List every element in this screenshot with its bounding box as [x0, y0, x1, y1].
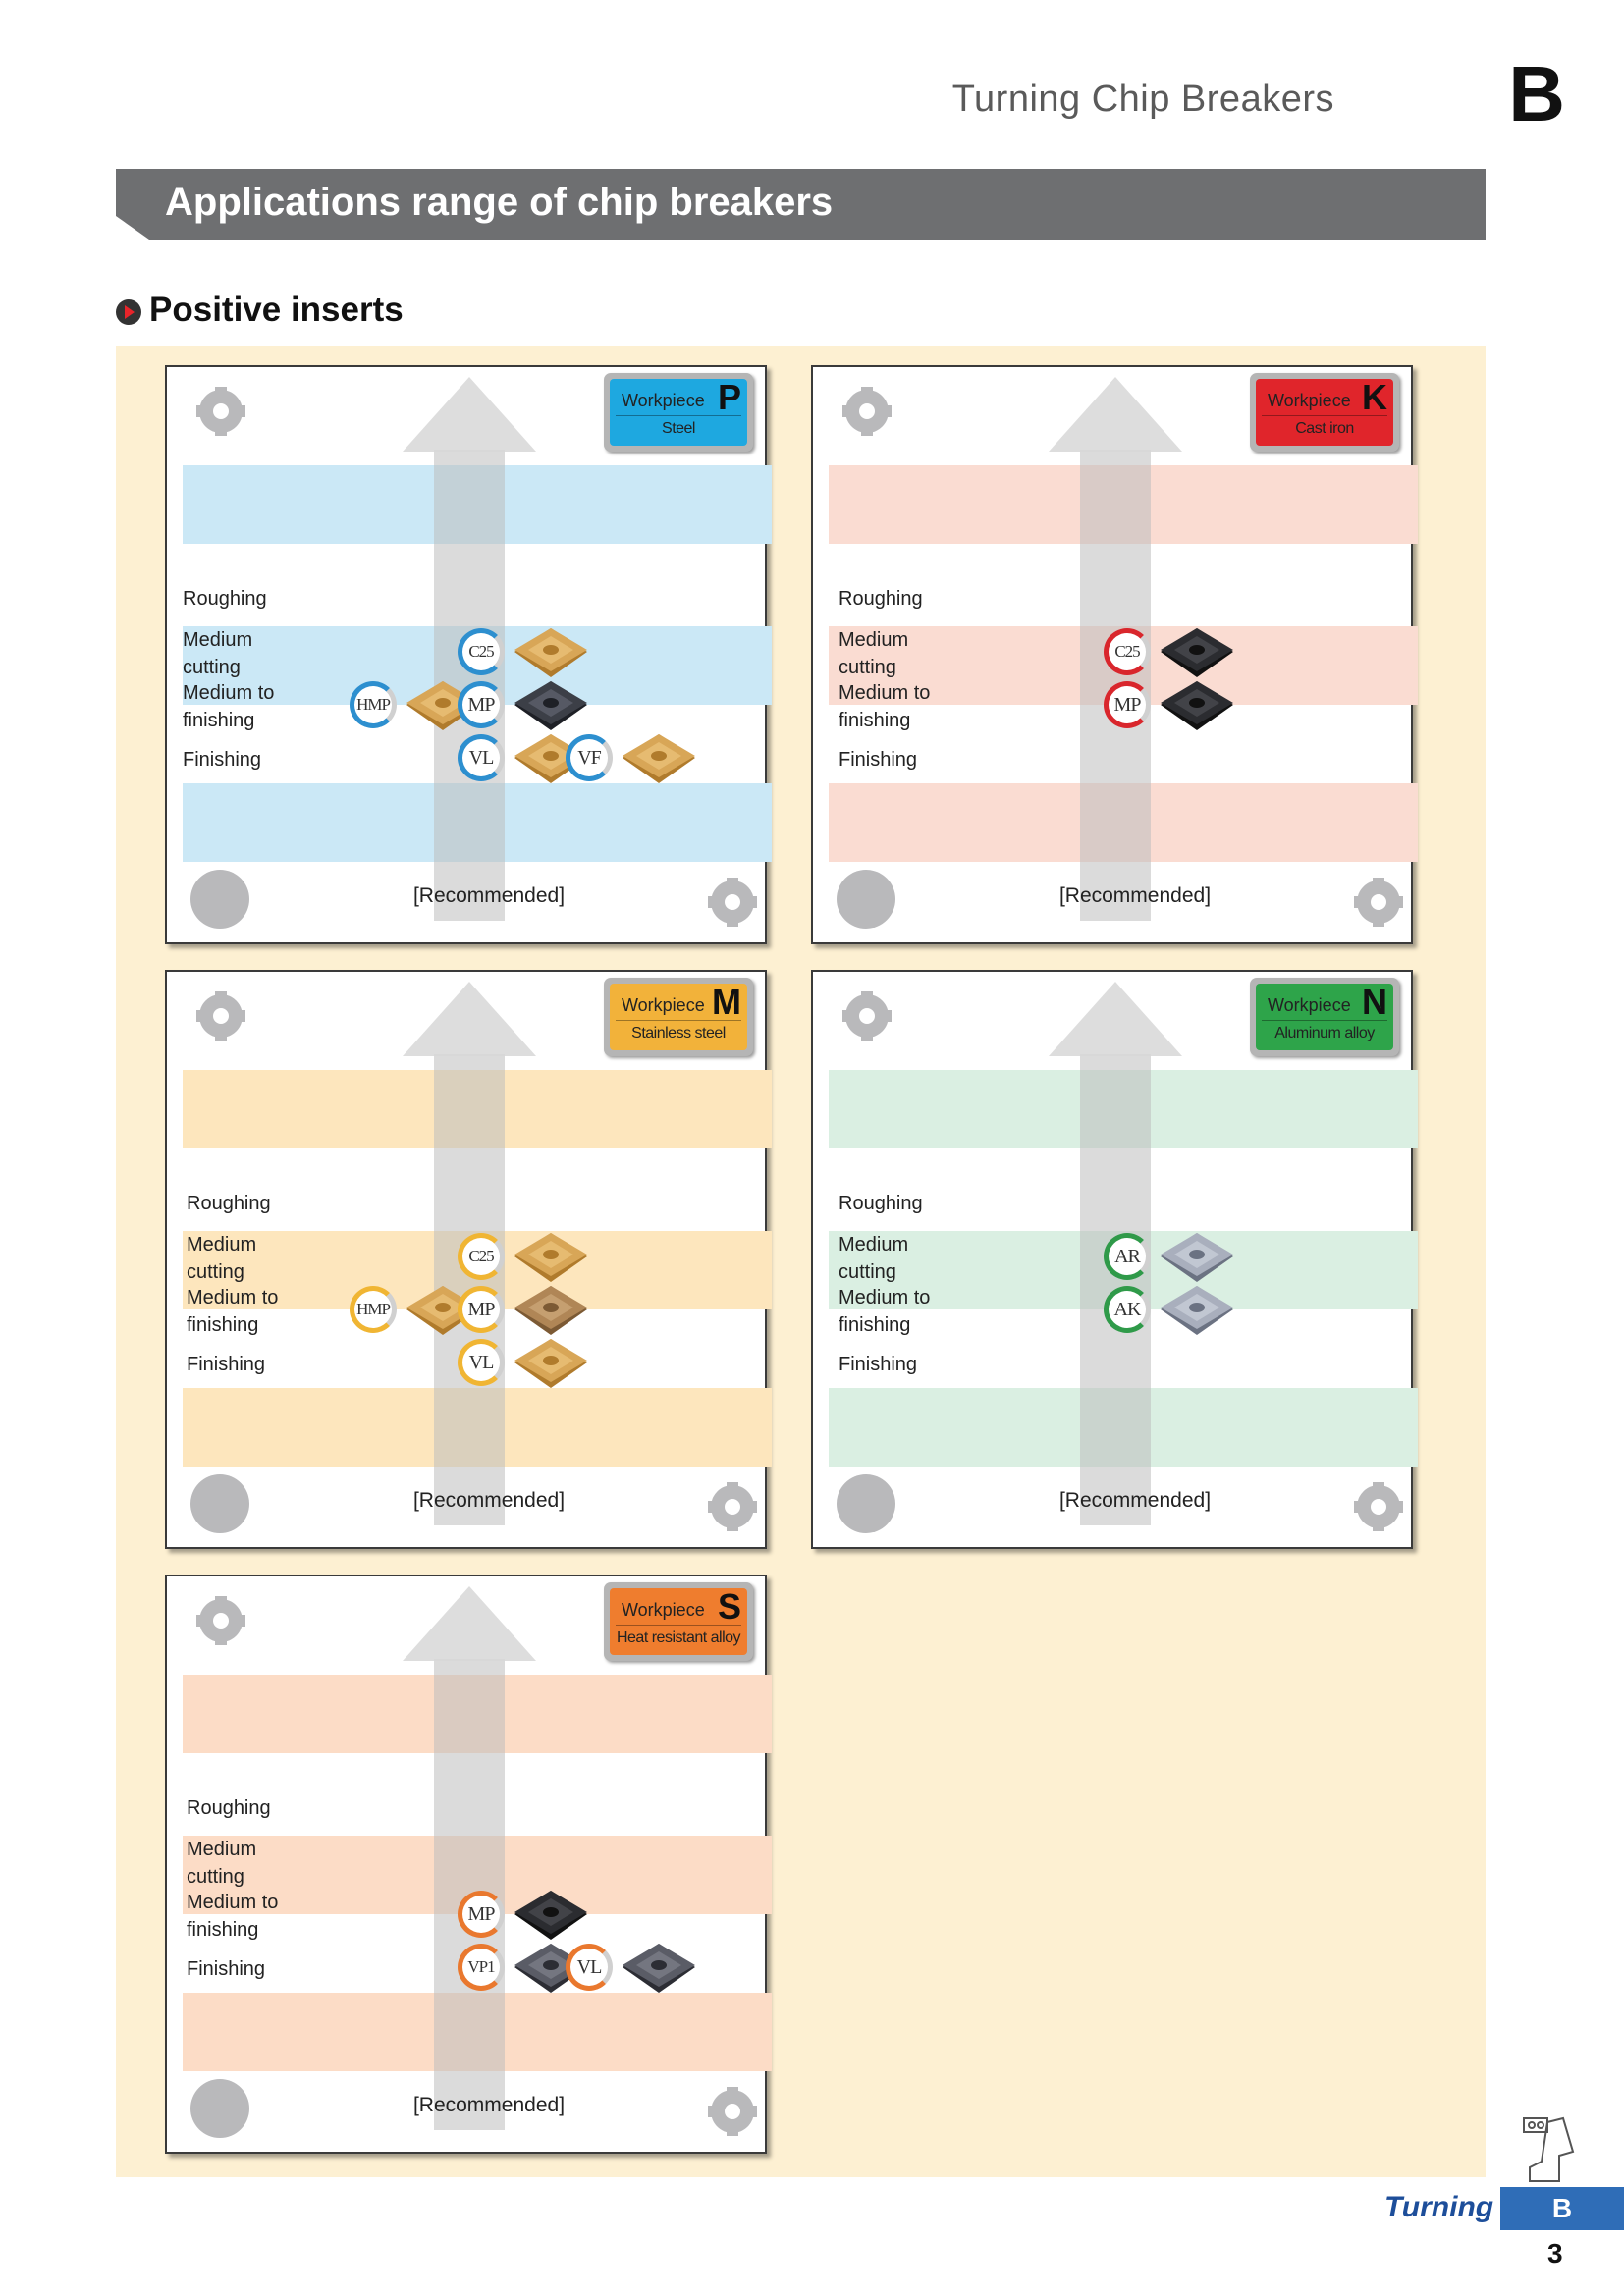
- chip-gear-icon: [702, 2081, 763, 2142]
- insert-image: [513, 1337, 589, 1392]
- chip-breaker-badge: C25: [458, 628, 505, 675]
- insert-image: [513, 1889, 589, 1944]
- title-banner: [116, 169, 1486, 240]
- workpiece-tag-inner: [610, 984, 747, 1050]
- cutting-range-label: Medium cutting: [187, 1839, 257, 1888]
- workpiece-tag: [1250, 373, 1399, 452]
- panel-s: [165, 1575, 767, 2154]
- chip-breaker-badge: C25: [458, 1233, 505, 1280]
- workpiece-label: Workpiece: [622, 995, 705, 1015]
- tag-divider: [1262, 1020, 1387, 1021]
- workpiece-tag: [1250, 978, 1399, 1056]
- insert-image: [1159, 1231, 1235, 1286]
- panel-k: [811, 365, 1413, 944]
- workpiece-material: Steel: [662, 420, 695, 437]
- chip-breaker-badge: MP: [458, 1891, 505, 1938]
- recommended-dot-icon: [190, 1474, 249, 1533]
- panel-n: [811, 970, 1413, 1549]
- banner-title: Applications range of chip breakers: [165, 181, 834, 224]
- workpiece-tag-inner: [610, 379, 747, 446]
- cutting-range-label: Finishing: [187, 1354, 266, 1375]
- tag-divider: [616, 1625, 741, 1626]
- cutting-range-label: Finishing: [839, 749, 918, 771]
- direction-arrow-head: [403, 1586, 536, 1661]
- chip-gear-icon: [1348, 872, 1409, 933]
- chip-breaker-badge: MP: [458, 1286, 505, 1333]
- insert-image: [1159, 679, 1235, 734]
- cutting-range-label: Finishing: [839, 1354, 918, 1375]
- chip-breaker-badge: AK: [1104, 1286, 1151, 1333]
- workpiece-label: Workpiece: [1268, 391, 1351, 410]
- cutting-range-label: Medium cutting: [183, 629, 253, 678]
- workpiece-tag: [604, 1582, 753, 1661]
- cutting-range-label: Roughing: [839, 1193, 923, 1214]
- cutting-range-label: Medium to finishing: [183, 682, 275, 731]
- recommended-label: [Recommended]: [1058, 1489, 1212, 1512]
- direction-arrow-head: [1049, 982, 1182, 1056]
- workpiece-label: Workpiece: [1268, 995, 1351, 1015]
- page-number: 3: [1547, 2238, 1563, 2269]
- chip-gear-icon: [1348, 1476, 1409, 1537]
- chip-breaker-badge: HMP: [350, 1286, 397, 1333]
- insert-image: [621, 732, 697, 787]
- header-title: Turning Chip Breakers: [951, 79, 1334, 120]
- chip-breaker-badge: VL: [566, 1944, 613, 1991]
- chip-breaker-badge: VF: [566, 734, 613, 781]
- footer-section-tab: B: [1500, 2187, 1624, 2230]
- cutting-range-label: Medium cutting: [187, 1234, 257, 1283]
- recommended-label: [Recommended]: [412, 1489, 566, 1512]
- insert-image: [1159, 626, 1235, 681]
- panel-p: [165, 365, 767, 944]
- direction-arrow-head: [1049, 377, 1182, 452]
- workpiece-material: Aluminum alloy: [1274, 1025, 1375, 1041]
- chip-breaker-badge: VP1: [458, 1944, 505, 1991]
- chip-breaker-badge: MP: [458, 681, 505, 728]
- footer-section-name: Turning: [1384, 2191, 1494, 2223]
- cutting-range-label: Medium to finishing: [187, 1892, 279, 1941]
- cutting-range-label: Roughing: [187, 1193, 271, 1214]
- recommended-dot-icon: [837, 1474, 895, 1533]
- cutting-range-label: Finishing: [183, 749, 262, 771]
- chip-breaker-badge: MP: [1104, 681, 1151, 728]
- workpiece-label: Workpiece: [622, 1600, 705, 1620]
- cutting-range-label: Medium to finishing: [839, 682, 931, 731]
- workpiece-tag: [604, 373, 753, 452]
- workpiece-material: Heat resistant alloy: [616, 1629, 741, 1646]
- chip-breaker-badge: VL: [458, 1339, 505, 1386]
- lathe-tool-icon: [1520, 2112, 1577, 2183]
- workpiece-material: Stainless steel: [631, 1025, 726, 1041]
- recommended-label: [Recommended]: [412, 884, 566, 907]
- workpiece-tag-inner: [1256, 984, 1393, 1050]
- recommended-label: [Recommended]: [412, 2094, 566, 2116]
- workpiece-letter: K: [1362, 377, 1387, 417]
- workpiece-material: Cast iron: [1295, 420, 1354, 437]
- workpiece-tag: [604, 978, 753, 1056]
- cutting-range-label: Medium cutting: [839, 629, 909, 678]
- workpiece-letter: P: [717, 377, 741, 417]
- workpiece-letter: N: [1362, 982, 1387, 1022]
- recommended-dot-icon: [190, 2079, 249, 2138]
- insert-image: [1159, 1284, 1235, 1339]
- workpiece-tag-inner: [610, 1588, 747, 1655]
- workpiece-tag-inner: [1256, 379, 1393, 446]
- direction-arrow-head: [403, 377, 536, 452]
- insert-image: [621, 1942, 697, 1997]
- recommended-label: [Recommended]: [1058, 884, 1212, 907]
- chip-gear-icon: [190, 381, 251, 442]
- cutting-range-label: Finishing: [187, 1958, 266, 1980]
- cutting-range-label: Roughing: [187, 1797, 271, 1819]
- chip-gear-icon: [190, 986, 251, 1046]
- recommended-dot-icon: [190, 870, 249, 929]
- chip-gear-icon: [837, 381, 897, 442]
- chip-breaker-badge: C25: [1104, 628, 1151, 675]
- chip-breaker-badge: HMP: [350, 681, 397, 728]
- chip-breaker-badge: AR: [1104, 1233, 1151, 1280]
- chip-gear-icon: [702, 872, 763, 933]
- header-section-letter: B: [1508, 50, 1565, 137]
- tag-divider: [616, 1020, 741, 1021]
- section-bullet-icon: [116, 299, 141, 325]
- workpiece-letter: S: [717, 1586, 741, 1627]
- recommended-dot-icon: [837, 870, 895, 929]
- tag-divider: [1262, 415, 1387, 416]
- cutting-range-label: Medium to finishing: [187, 1287, 279, 1336]
- workpiece-label: Workpiece: [622, 391, 705, 410]
- chip-gear-icon: [837, 986, 897, 1046]
- tag-divider: [616, 415, 741, 416]
- chip-gear-icon: [190, 1590, 251, 1651]
- cutting-range-label: Roughing: [839, 588, 923, 610]
- panel-m: [165, 970, 767, 1549]
- insert-image: [513, 679, 589, 734]
- insert-image: [513, 1231, 589, 1286]
- cutting-range-label: Medium to finishing: [839, 1287, 931, 1336]
- cutting-range-label: Medium cutting: [839, 1234, 909, 1283]
- insert-image: [513, 1284, 589, 1339]
- chip-gear-icon: [702, 1476, 763, 1537]
- section-title: Positive inserts: [149, 291, 404, 329]
- direction-arrow-head: [403, 982, 536, 1056]
- chip-breaker-badge: VL: [458, 734, 505, 781]
- workpiece-letter: M: [712, 982, 741, 1022]
- insert-image: [513, 626, 589, 681]
- cutting-range-label: Roughing: [183, 588, 267, 610]
